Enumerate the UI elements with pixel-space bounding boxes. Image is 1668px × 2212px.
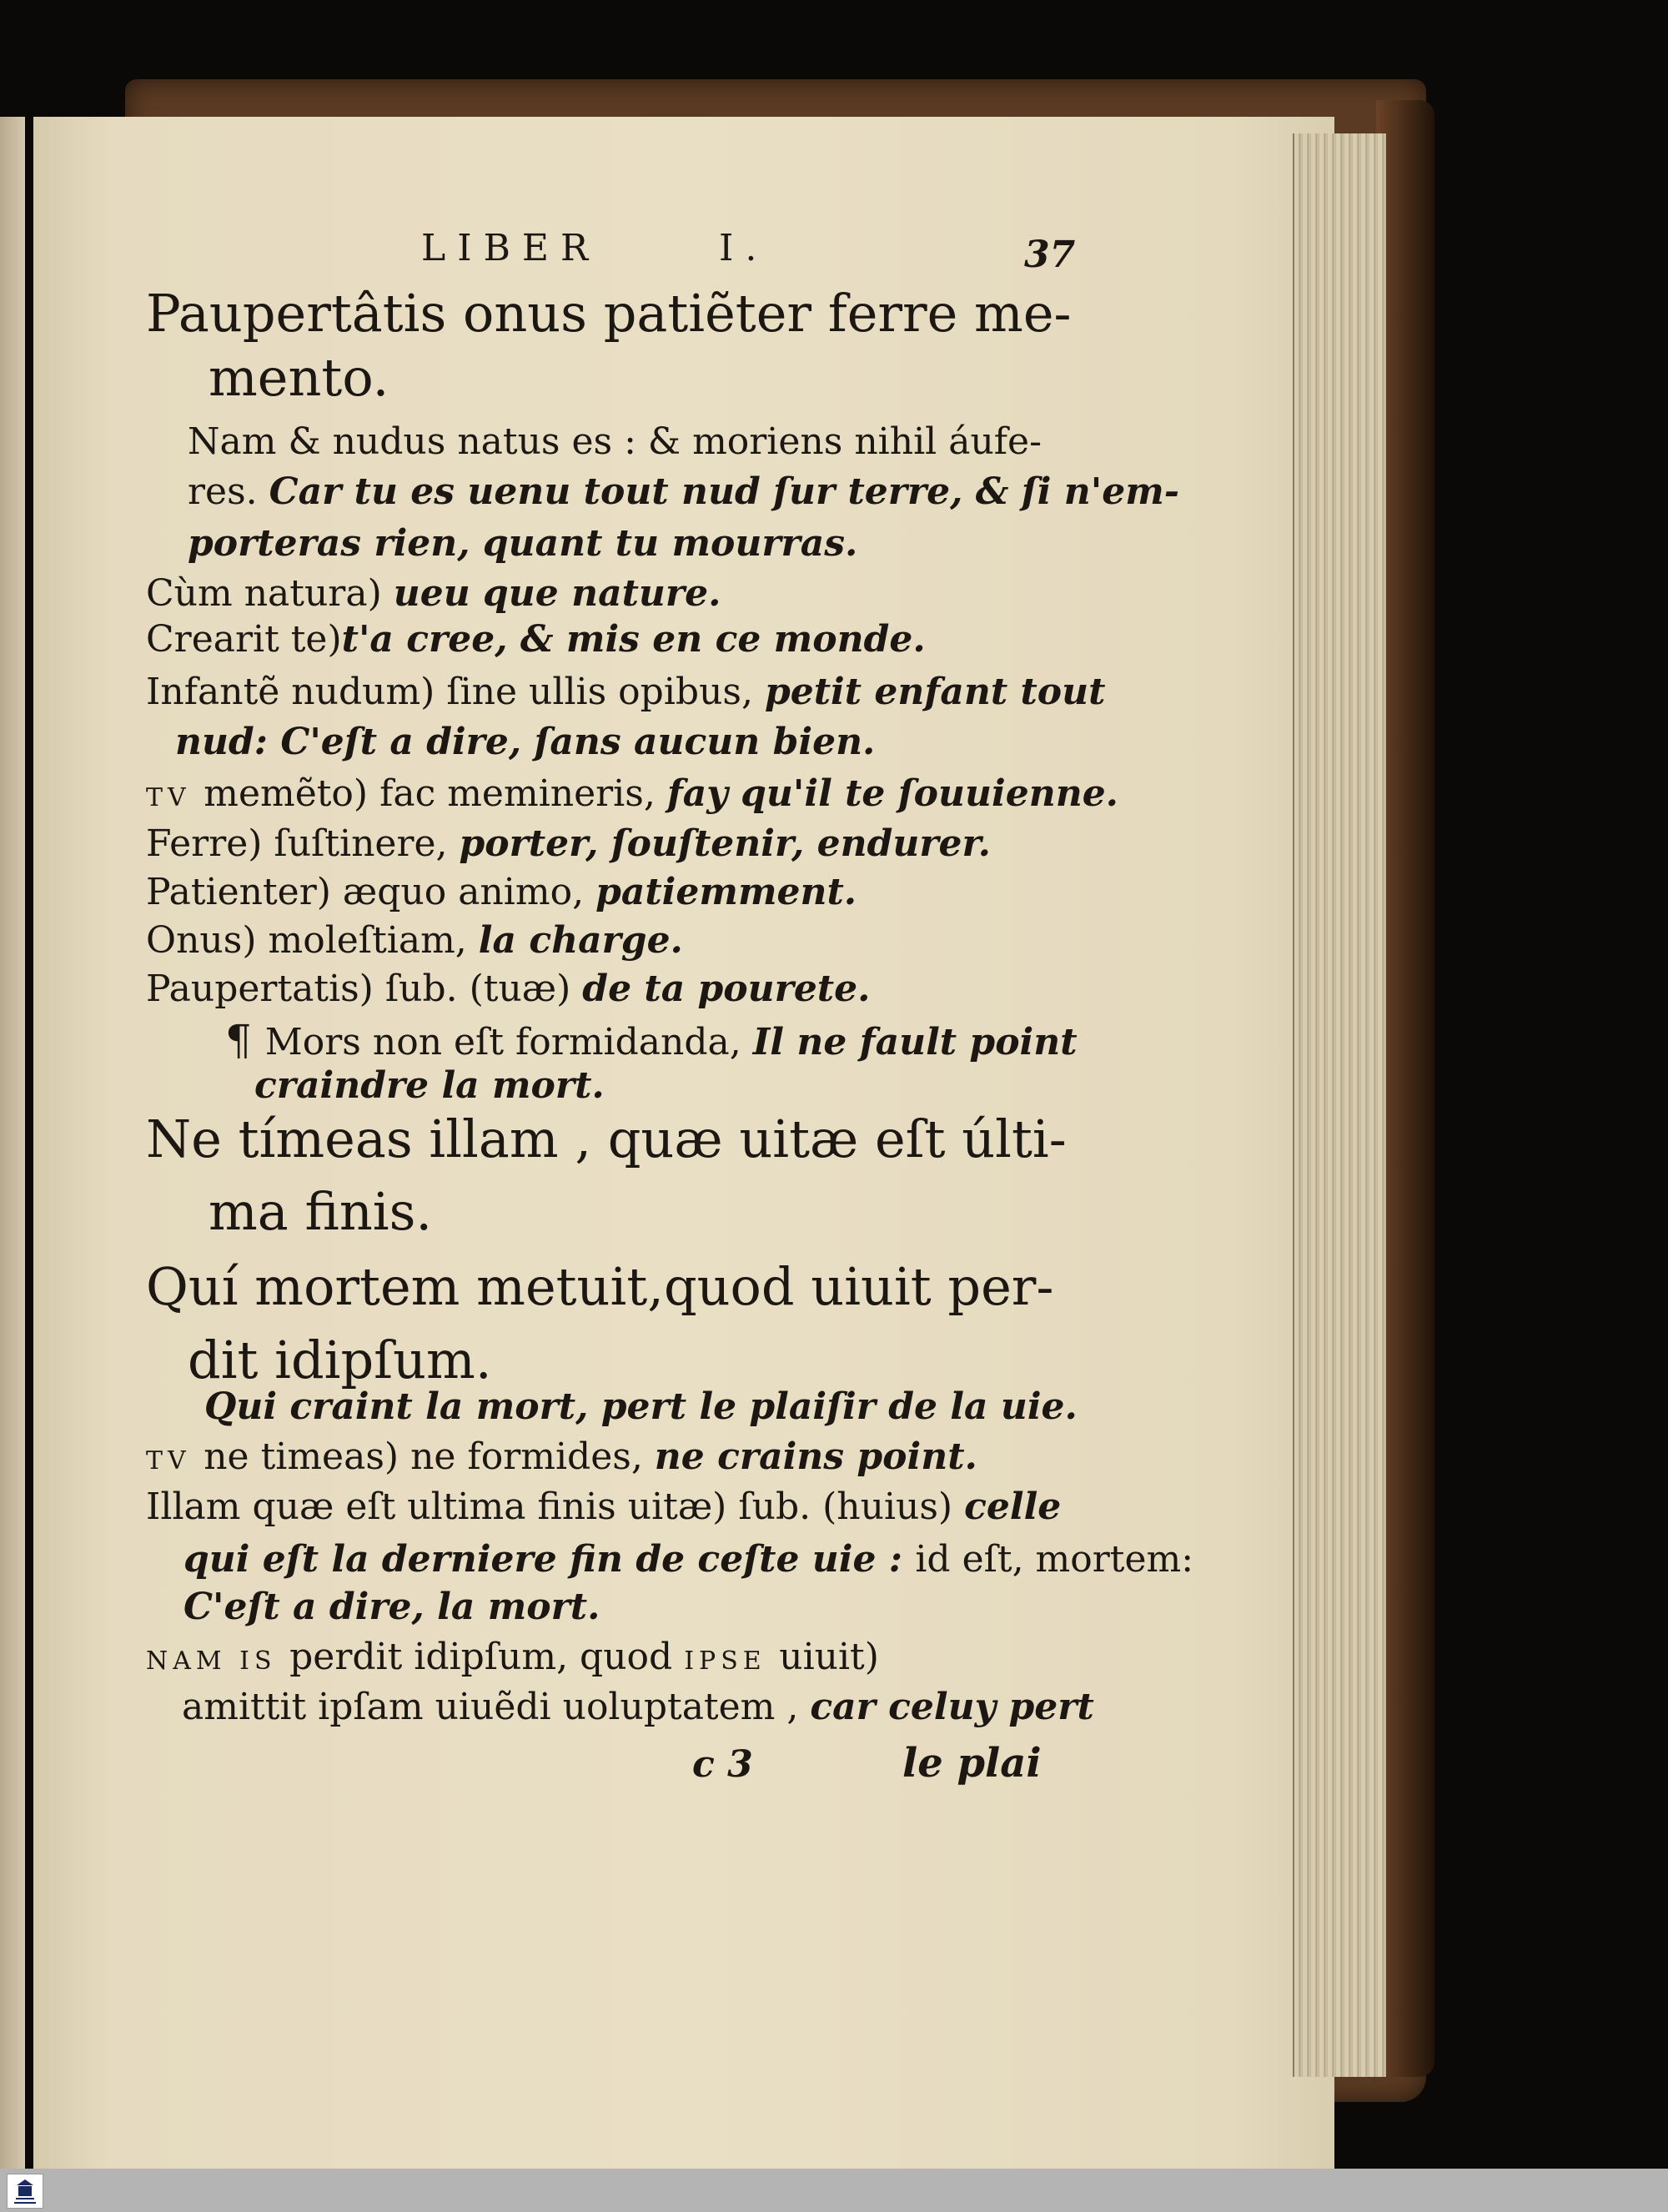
text-line <box>225 1016 1078 1064</box>
latin-run: IPSE <box>684 1646 780 1676</box>
library-logo-icon <box>7 2174 43 2209</box>
latin-run: Paupertatis) ſub. (tuæ) <box>146 968 583 1010</box>
french-gloss-run: Qui craint la mort, pert le plaiſir de la uie. <box>204 1385 1078 1428</box>
text-line <box>182 1686 1094 1728</box>
latin-run: id eſt, mortem: <box>915 1538 1194 1581</box>
french-gloss-run: Il ne fault point <box>752 1021 1078 1063</box>
text-line <box>146 871 857 913</box>
text-line <box>175 721 876 763</box>
catchword: le plai <box>902 1740 1042 1787</box>
french-gloss-run: de ta pourete. <box>582 968 871 1010</box>
french-gloss-run: craindre la mort. <box>254 1064 605 1107</box>
facing-page-edge <box>0 117 25 2169</box>
viewer-bottom-bar <box>0 2169 1668 2212</box>
text-line <box>188 470 1180 513</box>
text-line <box>146 1486 1062 1528</box>
verse-run: dit idipſum. <box>188 1330 492 1390</box>
verse-run: Paupertâtis onus patiẽter ferre me- <box>146 283 1072 344</box>
french-gloss-run: car celuy pert <box>810 1686 1094 1728</box>
signature-mark: c 3 <box>692 1743 753 1786</box>
latin-run: amittit ipſam uiuẽdi uoluptatem , <box>182 1686 811 1728</box>
latin-run: Illam quæ eſt ultima finis uitæ) ſub. (huius) <box>146 1486 965 1528</box>
verse-run: ma finis. <box>208 1181 433 1242</box>
latin-run: ¶ <box>225 1016 265 1064</box>
latin-run: Infantẽ nudum) ſine ullis opibus, <box>146 671 765 713</box>
text-line <box>146 968 871 1010</box>
latin-run: perdit idipſum, quod <box>289 1636 685 1678</box>
latin-run: Nam & nudus natus es : & moriens nihil áufe- <box>188 420 1042 463</box>
french-gloss-run: fay qu'il te ſouuienne. <box>666 772 1119 815</box>
latin-run: NAM IS <box>146 1646 290 1676</box>
latin-run: memẽto) fac memineris, <box>203 772 667 815</box>
text-line <box>146 1435 977 1478</box>
french-gloss-run: ne crains point. <box>654 1435 977 1478</box>
text-line <box>146 1109 1067 1169</box>
latin-run: res. <box>188 470 269 513</box>
text-line <box>183 1538 1194 1581</box>
text-line <box>146 1636 879 1678</box>
text-line <box>183 1586 600 1628</box>
text-line <box>146 671 1106 713</box>
text-line <box>146 572 721 615</box>
french-gloss-run: porteras rien, quant tu mourras. <box>188 522 858 565</box>
latin-run: Patienter) æquo animo, <box>146 871 596 913</box>
page-block-edges <box>1293 133 1386 2077</box>
french-gloss-run: nud: <box>175 721 281 763</box>
text-line <box>188 1330 492 1390</box>
text-line <box>146 772 1119 815</box>
latin-run: TV <box>146 1446 204 1476</box>
text-line <box>188 522 858 565</box>
running-head-book: I. <box>719 227 769 269</box>
verse-run: Ne tímeas illam , quæ uitæ eſt últi- <box>146 1109 1067 1169</box>
french-gloss-run: petit enfant tout <box>764 671 1106 713</box>
text-line <box>188 420 1042 463</box>
latin-run: TV <box>146 783 204 812</box>
verse-run: mento. <box>208 347 389 408</box>
french-gloss-run: Car tu es uenu tout nud ſur terre, & ſi n'em- <box>269 470 1180 513</box>
text-line <box>146 822 991 865</box>
text-line <box>146 618 926 661</box>
text-line <box>208 1181 433 1242</box>
french-gloss-run: celle <box>964 1486 1062 1528</box>
french-gloss-run: patiemment. <box>595 871 857 913</box>
latin-run: Ferre) ſuſtinere, <box>146 822 460 865</box>
verse-run: Quí mortem metuit,quod uiuit per- <box>146 1256 1054 1317</box>
french-gloss-run: C'eſt a dire, ſans aucun bien. <box>280 721 876 763</box>
latin-run: Mors non eſt formidanda, <box>264 1021 753 1063</box>
page-number: 37 <box>1024 234 1076 276</box>
latin-run: Crearit te) <box>146 618 342 661</box>
text-line <box>146 1256 1054 1317</box>
french-gloss-run: porter, ſouſtenir, endurer. <box>459 822 991 865</box>
french-gloss-run: qui eſt la derniere fin de ceſte uie : <box>183 1538 916 1581</box>
running-head-title: LIBER <box>421 227 600 269</box>
text-line <box>146 919 683 962</box>
french-gloss-run: la charge. <box>478 919 683 962</box>
french-gloss-run: t'a cree, & mis en ce monde. <box>341 618 926 661</box>
latin-run: uiuit) <box>779 1636 879 1678</box>
latin-run: ne timeas) ne formides, <box>203 1435 655 1478</box>
text-line <box>208 347 389 408</box>
latin-run: Cùm natura) <box>146 572 394 615</box>
french-gloss-run: C'eſt a dire, la mort. <box>183 1586 600 1628</box>
text-line <box>146 283 1072 344</box>
text-line <box>204 1385 1078 1428</box>
french-gloss-run: ueu que nature. <box>393 572 721 615</box>
latin-run: Onus) moleſtiam, <box>146 919 479 962</box>
text-line <box>254 1064 605 1107</box>
